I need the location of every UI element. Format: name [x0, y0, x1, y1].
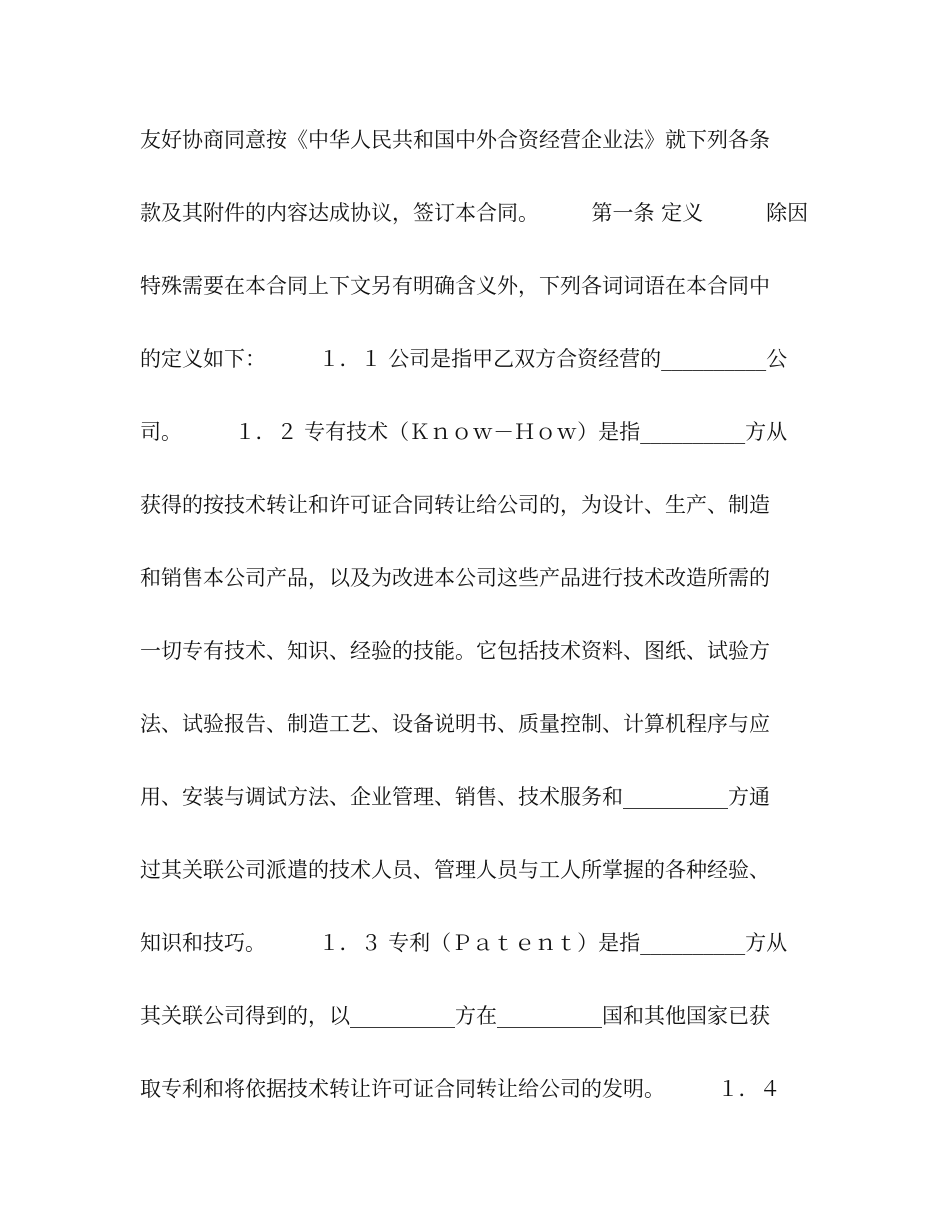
text-line: 其关联公司得到的，以__________方在__________国和其他国家已获 — [140, 1004, 770, 1028]
text-line: 获得的按技术转让和许可证合同转让给公司的，为设计、生产、制造 — [140, 493, 770, 517]
text-line: 款及其附件的内容达成协议，签订本合同。 第一条 定义 除因 — [140, 201, 809, 225]
text-line: 一切专有技术、知识、经验的技能。它包括技术资料、图纸、试验方 — [140, 639, 770, 663]
text-line: 知识和技巧。 １．３ 专利（Ｐａｔｅｎｔ）是指__________方从 — [140, 931, 788, 955]
text-line: 取专利和将依据技术转让许可证合同转让给公司的发明。 １．４ — [140, 1077, 781, 1101]
text-line: 过其关联公司派遣的技术人员、管理人员与工人所掌握的各种经验、 — [140, 858, 770, 882]
text-line: 用、安装与调试方法、企业管理、销售、技术服务和__________方通 — [140, 785, 770, 809]
text-line: 的定义如下： １．１ 公司是指甲乙双方合资经营的__________公 — [140, 347, 788, 371]
text-line: 特殊需要在本合同上下文另有明确含义外，下列各词词语在本合同中 — [140, 274, 770, 298]
text-line: 和销售本公司产品，以及为改进本公司这些产品进行技术改造所需的 — [140, 566, 770, 590]
text-line: 司。 １．２ 专有技术（Ｋｎｏｗ－Ｈｏｗ）是指__________方从 — [140, 420, 788, 444]
text-line: 友好协商同意按《中华人民共和国中外合资经营企业法》就下列各条 — [140, 128, 770, 152]
contract-text — [140, 115, 809, 1137]
text-line: 法、试验报告、制造工艺、设备说明书、质量控制、计算机程序与应 — [140, 712, 770, 736]
